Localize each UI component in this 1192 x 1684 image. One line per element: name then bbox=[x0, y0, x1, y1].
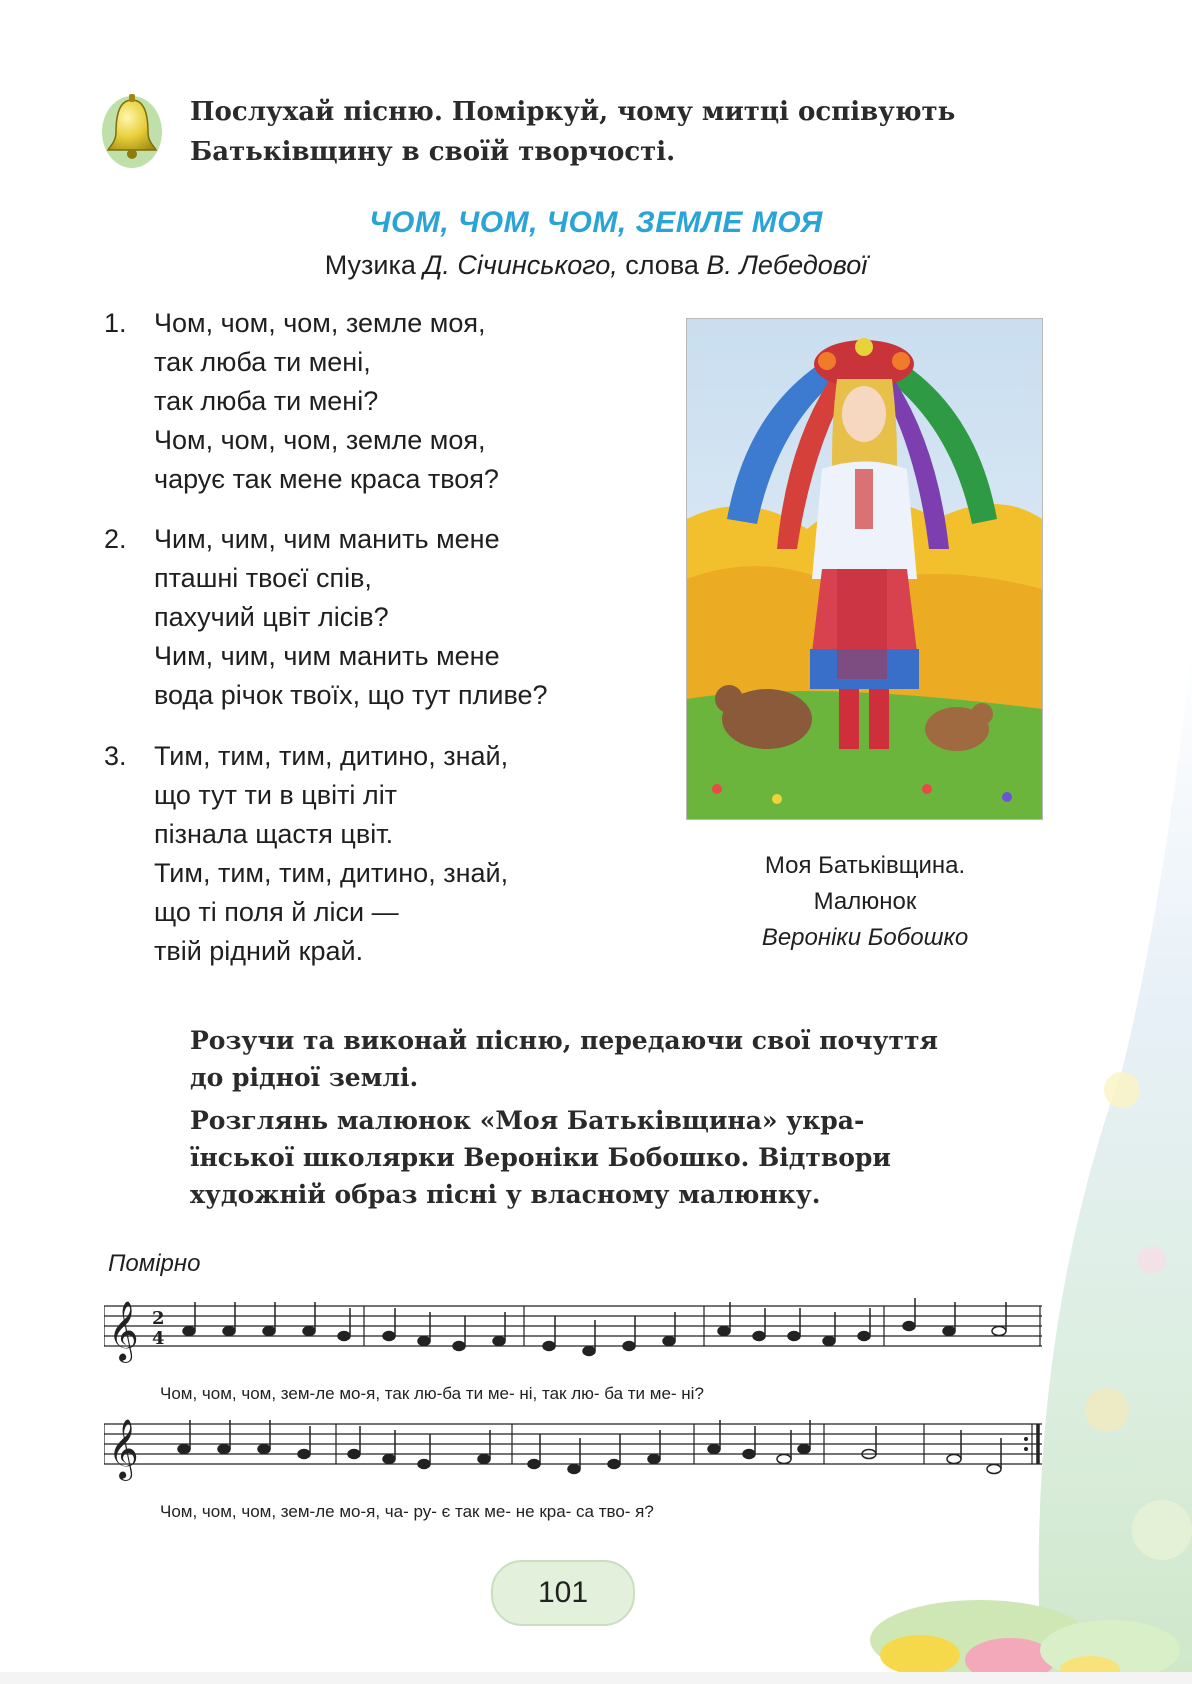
intro-line-1: Послухай пісню. Поміркуй, чому митці оспівують bbox=[190, 97, 956, 127]
verse-number: 3. bbox=[104, 741, 127, 771]
verse-number: 1. bbox=[104, 308, 127, 338]
lyrics-line-1: Чом, чом, чом, зем-ле мо-я, так лю-ба ти ме- ні, так лю- ба ти ме- ні? bbox=[160, 1384, 704, 1403]
verse-line: пізнала щастя цвіт. bbox=[154, 819, 394, 849]
verse-line: Чим, чим, чим манить мене bbox=[154, 641, 500, 671]
verse-1 bbox=[104, 304, 684, 504]
bell-icon bbox=[100, 88, 164, 172]
page-number: 101 bbox=[491, 1560, 635, 1626]
treble-clef-icon: 𝄞 bbox=[108, 1301, 139, 1361]
verse-line: Чом, чом, чом, земле моя, bbox=[154, 425, 486, 455]
verse-line: вода річок твоїх, що тут пливе? bbox=[154, 680, 548, 710]
bottom-left-bar bbox=[0, 1672, 1192, 1684]
verse-line: що тут ти в цвіті літ bbox=[154, 780, 398, 810]
verse-line: Тим, тим, тим, дитино, знай, bbox=[154, 741, 509, 771]
notes-staff-1 bbox=[183, 1298, 1006, 1356]
verse-number: 2. bbox=[104, 524, 127, 554]
lyrics-line-2: Чом, чом, чом, зем-ле мо-я, ча- ру- є так ме- не кра- са тво- я? bbox=[160, 1502, 654, 1521]
credit-words-prefix: слова bbox=[617, 250, 707, 280]
verse-line: так люба ти мені? bbox=[154, 386, 379, 416]
song-credit bbox=[0, 250, 1192, 281]
verse-line: чарує так мене краса твоя? bbox=[154, 464, 499, 494]
credit-music-prefix: Музика bbox=[324, 250, 424, 280]
verse-line: пахучий цвіт лісів? bbox=[154, 602, 389, 632]
credit-lyricist: В. Лебедової bbox=[706, 250, 868, 280]
caption-line-1: Моя Батьківщина. bbox=[764, 852, 966, 879]
task-2-line-2: їнської школярки Вероніки Бобошко. Відтвори bbox=[190, 1143, 891, 1172]
verse-2 bbox=[104, 520, 684, 720]
time-signature-top: 2 bbox=[152, 1308, 165, 1329]
task-1 bbox=[190, 1022, 1040, 1096]
treble-clef-icon: 𝄞 bbox=[108, 1419, 139, 1479]
verse-line: Чом, чом, чом, земле моя, bbox=[154, 308, 486, 338]
bottom-flower-decoration bbox=[860, 1560, 1192, 1684]
tempo-marking: Помірно bbox=[108, 1250, 201, 1277]
verse-line: що ті поля й ліси — bbox=[154, 897, 399, 927]
task-2-line-3: художній образ пісні у власному малюнку. bbox=[190, 1180, 821, 1209]
task-1-line-2: до рідної землі. bbox=[190, 1063, 419, 1092]
painting-image bbox=[686, 318, 1043, 820]
caption-author: Вероніки Бобошко bbox=[761, 924, 969, 951]
verse-line: так люба ти мені, bbox=[154, 347, 371, 377]
painting-caption bbox=[690, 848, 1040, 956]
verse-3 bbox=[104, 737, 684, 977]
music-staff-2 bbox=[104, 1408, 1042, 1488]
verse-line: пташні твоєї спів, bbox=[154, 563, 372, 593]
verse-line: Чим, чим, чим манить мене bbox=[154, 524, 500, 554]
task-2 bbox=[190, 1102, 1040, 1213]
verse-line: твій рідний край. bbox=[154, 936, 364, 966]
intro-line-2: Батьківщину в своїй творчості. bbox=[190, 137, 676, 167]
song-title: ЧОМ, ЧОМ, ЧОМ, ЗЕМЛЕ МОЯ bbox=[369, 206, 823, 239]
caption-line-2: Малюнок bbox=[813, 888, 917, 915]
task-1-line-1: Розучи та виконай пісню, передаючи свої почуття bbox=[190, 1026, 938, 1055]
notes-staff-2 bbox=[178, 1420, 1001, 1474]
caption-line-3 bbox=[690, 920, 1040, 956]
credit-composer: Д. Січинського, bbox=[423, 250, 618, 280]
verse-line: Тим, тим, тим, дитино, знай, bbox=[154, 858, 509, 888]
task-2-line-1: Розглянь малюнок «Моя Батьківщина» укра- bbox=[190, 1106, 865, 1135]
music-staff-1 bbox=[104, 1290, 1042, 1370]
time-signature-bottom: 4 bbox=[152, 1328, 165, 1349]
